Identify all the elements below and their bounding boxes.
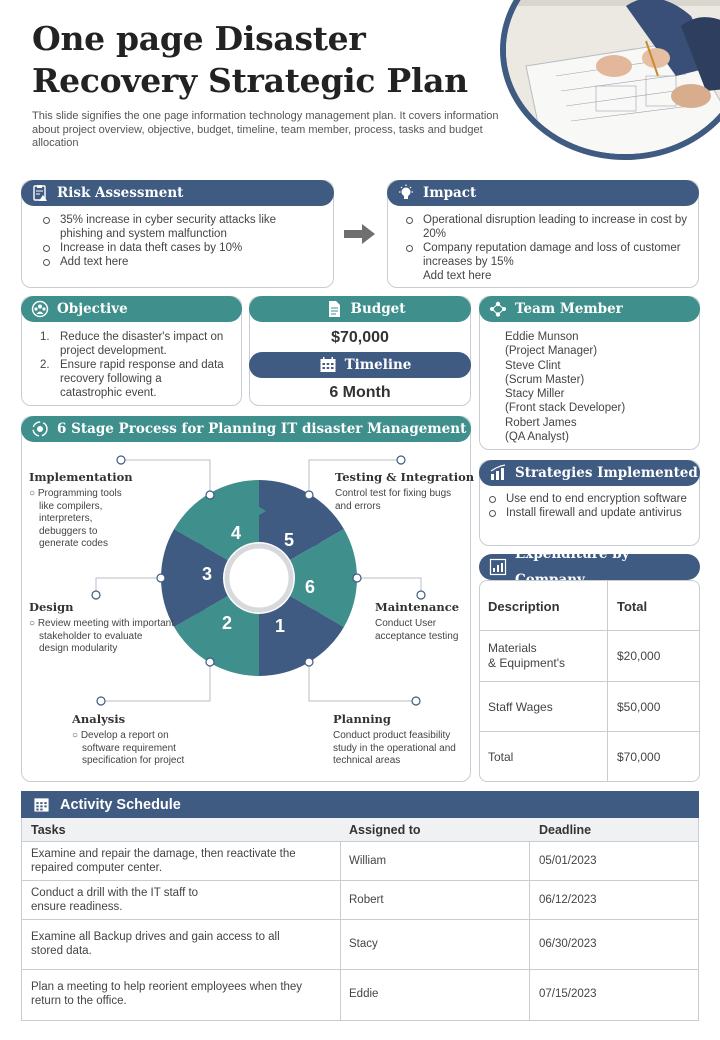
stage-testing-desc: Control test for fixing bugs and errors — [335, 488, 452, 512]
impact-title: Impact — [423, 185, 477, 201]
team-member-list — [505, 330, 625, 444]
table-header-row — [22, 818, 698, 842]
stage-planning-desc: Conduct product feasibility study in the operational and technical areas — [333, 730, 456, 766]
row-description: Total — [488, 750, 514, 764]
objective-title: Objective — [57, 301, 128, 317]
team-member-header — [479, 296, 700, 322]
table-row — [22, 920, 698, 970]
risk-item: Add text here — [40, 255, 310, 269]
strategies-title: Strategies Implemented — [515, 465, 698, 481]
table-row — [22, 842, 698, 881]
connector-line — [309, 665, 416, 701]
connector-dot — [417, 591, 425, 599]
team-member-title: Team Member — [515, 301, 623, 317]
connector-dot — [92, 591, 100, 599]
header-description: Description — [488, 599, 560, 614]
stage-number-2: 2 — [221, 613, 233, 633]
task-text: Plan a meeting to help reorient employees when they return to the office. — [31, 981, 303, 1007]
table-row — [22, 881, 698, 920]
stage-planning-title: Planning — [333, 712, 391, 726]
impact-item: Operational disruption leading to increase in cost by 20% — [403, 213, 697, 241]
expenditure-table — [479, 580, 700, 782]
task-text: Examine all Backup drives and gain access to all stored data. — [31, 931, 280, 957]
objective-list — [40, 330, 225, 400]
header-deadline: Deadline — [539, 823, 592, 837]
assigned-text: Eddie — [349, 988, 379, 1000]
wheel-dot — [157, 574, 165, 582]
timeline-title: Timeline — [344, 357, 412, 373]
risk-item: Increase in data theft cases by 10% — [40, 241, 310, 255]
stage-testing-title: Testing & Integration — [335, 470, 475, 484]
stage-number-6: 6 — [304, 577, 316, 597]
timeline-value: 6 Month — [329, 384, 391, 401]
calendar-grid-icon — [33, 796, 50, 813]
page-title: One page Disaster Recovery Strategic Plan — [32, 19, 468, 100]
strategies-header — [479, 460, 700, 486]
connector-dot — [412, 697, 420, 705]
task-text: Conduct a drill with the IT staff to ensure readiness. — [31, 887, 199, 913]
stage-implementation-desc: ○ Programming tools like compilers, interpreters, debuggers to generate codes — [29, 488, 122, 549]
team-member-role: (Front stack Developer) — [505, 402, 626, 415]
lightbulb-icon — [397, 184, 415, 202]
stage-design-title: Design — [29, 600, 74, 614]
team-target-icon — [31, 300, 49, 318]
assigned-text: William — [349, 855, 387, 867]
row-total: $20,000 — [617, 649, 661, 663]
stage-number-3: 3 — [201, 564, 213, 584]
table-row — [22, 970, 698, 1021]
row-total: $50,000 — [617, 700, 661, 714]
wheel-dot — [206, 658, 214, 666]
stage-maintenance-desc: Conduct User acceptance testing — [375, 618, 459, 642]
timeline-header — [249, 352, 471, 378]
team-member-role: (Project Manager) — [505, 345, 598, 358]
table-header-row — [480, 581, 699, 631]
connector-dot — [117, 456, 125, 464]
deadline-text: 05/01/2023 — [539, 855, 597, 867]
activity-table — [21, 818, 699, 1021]
wheel-center — [227, 546, 291, 610]
connector-dot — [397, 456, 405, 464]
header-total: Total — [617, 599, 648, 614]
wheel-dot — [305, 491, 313, 499]
process-header — [21, 416, 471, 442]
stage-maintenance-title: Maintenance — [375, 600, 460, 614]
row-description: Materials & Equipment's — [488, 641, 565, 670]
clipboard-warning-icon — [31, 184, 49, 202]
budget-header — [249, 296, 471, 322]
connector-line — [101, 665, 210, 701]
activity-title: Activity Schedule — [60, 796, 181, 813]
risk-assessment-title: Risk Assessment — [57, 185, 184, 201]
stage-analysis-desc: ○ Develop a report on software requirement specification for project — [72, 730, 185, 766]
people-network-icon — [489, 300, 507, 318]
stage-design-desc: ○ Review meeting with important stakeholder to evaluate design modularity — [29, 618, 174, 654]
team-member-name: Stacy Miller — [505, 388, 565, 401]
risk-assessment-header — [21, 180, 334, 206]
strategies-list — [486, 492, 696, 520]
wheel-dot — [353, 574, 361, 582]
right-arrow-icon — [344, 222, 376, 246]
expenditure-title: Expenditure by Company — [515, 546, 630, 588]
table-row — [480, 631, 699, 682]
strategy-chart-icon — [489, 464, 507, 482]
team-member-name: Steve Clint — [505, 359, 561, 372]
strategy-item: Install firewall and update antivirus — [486, 506, 696, 520]
connector-line — [96, 578, 160, 595]
objective-header — [21, 296, 242, 322]
process-title: 6 Stage Process for Planning IT disaster Management — [57, 421, 467, 437]
objective-item: Ensure rapid response and data recovery following a catastrophic event. — [60, 359, 224, 399]
impact-extra: Add text here — [423, 270, 492, 282]
assigned-text: Robert — [349, 894, 384, 906]
deadline-text: 06/12/2023 — [539, 894, 597, 906]
table-row — [480, 732, 699, 782]
team-member-name: Robert James — [505, 416, 577, 429]
stage-number-5: 5 — [283, 530, 295, 550]
calendar-icon — [319, 356, 337, 374]
document-icon — [325, 300, 343, 318]
team-member-role: (Scrum Master) — [505, 373, 585, 386]
risk-item: 35% increase in cyber security attacks like phishing and system malfunction — [40, 213, 310, 241]
gear-cycle-icon — [31, 420, 49, 438]
connector-dot — [97, 697, 105, 705]
row-total: $70,000 — [617, 750, 661, 764]
strategy-item: Use end to end encryption software — [486, 492, 696, 506]
risk-list — [40, 213, 310, 269]
activity-header — [21, 791, 699, 818]
team-member-role: (QA Analyst) — [505, 431, 569, 444]
stage-number-4: 4 — [230, 523, 242, 543]
task-text: Examine and repair the damage, then reactivate the repaired computer center. — [31, 848, 296, 874]
impact-header — [387, 180, 699, 206]
wheel-dot — [305, 658, 313, 666]
header-tasks: Tasks — [31, 823, 66, 837]
connector-line — [358, 578, 421, 595]
row-description: Staff Wages — [488, 700, 553, 714]
objective-item: Reduce the disaster's impact on project development. — [60, 331, 224, 357]
photo-illustration — [506, 0, 720, 160]
budget-value: $70,000 — [331, 329, 389, 346]
header-assigned: Assigned to — [349, 823, 421, 837]
deadline-text: 06/30/2023 — [539, 938, 597, 950]
budget-title: Budget — [350, 301, 406, 317]
stage-implementation-title: Implementation — [29, 470, 133, 484]
deadline-text: 07/15/2023 — [539, 988, 597, 1000]
expenditure-header — [479, 546, 700, 588]
team-member-name: Eddie Munson — [505, 331, 579, 343]
meeting-photo — [500, 0, 720, 160]
expense-chart-icon — [489, 558, 507, 576]
impact-list — [403, 213, 697, 283]
wheel-dot — [206, 491, 214, 499]
stage-analysis-title: Analysis — [72, 712, 126, 726]
impact-item: Company reputation damage and loss of customer increases by 15% — [403, 241, 697, 269]
page-subtitle: This slide signifies the one page information technology management plan. It covers information about project overview, objective, budget, timeline, team member, process, tasks and budget allocation — [32, 110, 499, 149]
stage-number-1: 1 — [274, 616, 286, 636]
table-row — [480, 682, 699, 732]
assigned-text: Stacy — [349, 938, 378, 950]
